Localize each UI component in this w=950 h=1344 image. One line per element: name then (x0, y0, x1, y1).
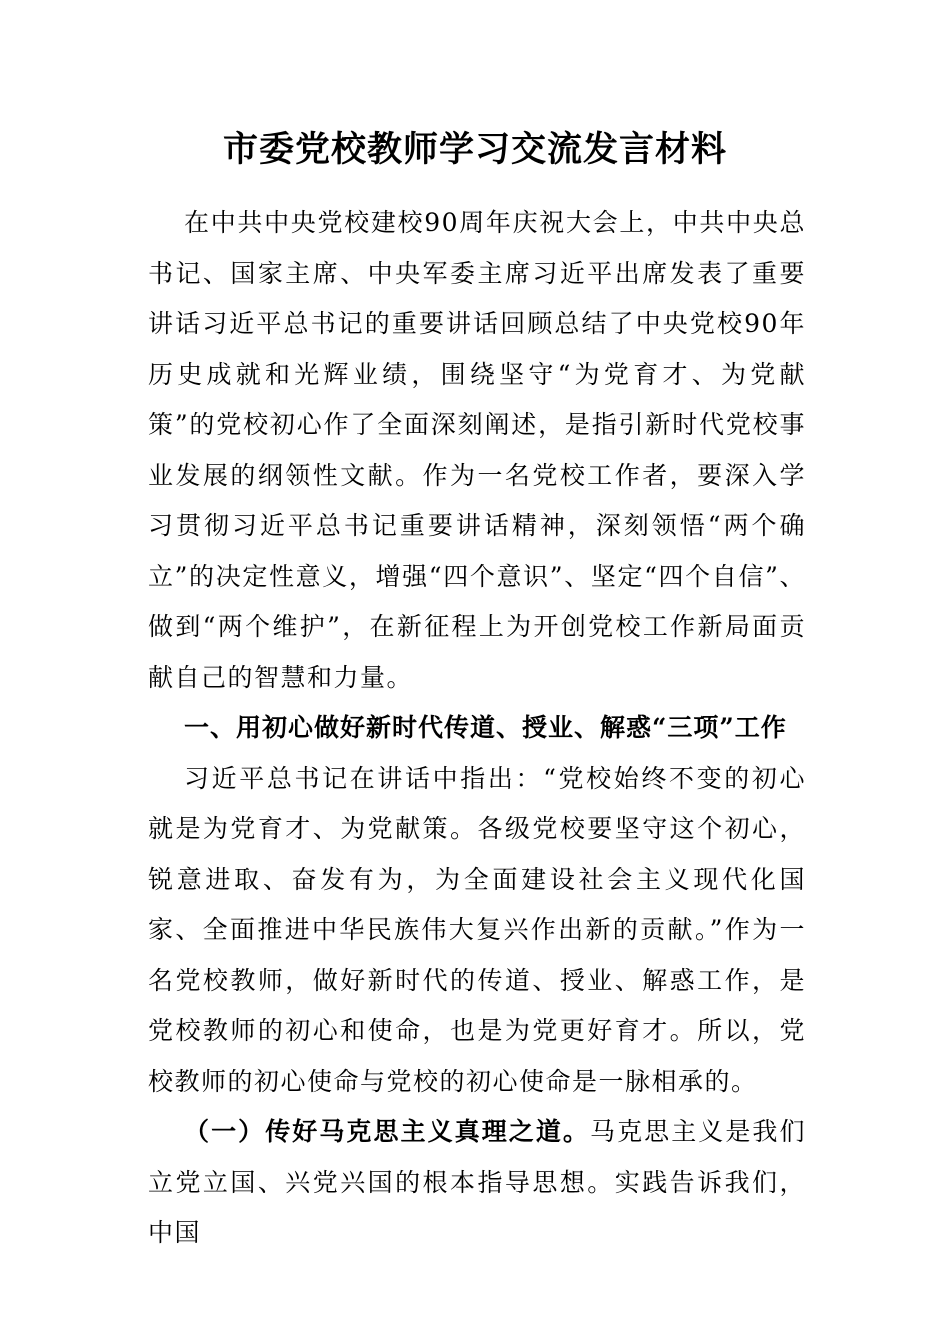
paragraph-intro: 在中共中央党校建校90周年庆祝大会上，中共中央总书记、国家主席、中央军委主席习近平出席发表了重要讲话习近平总书记的重要讲话回顾总结了中央党校90年历史成就和光辉业绩，围绕坚守“为党育才、为党献策”的党校初心作了全面深刻阐述，是指引新时代党校事业发展的纲领性文献。作为一名党校工作者，要深入学习贯彻习近平总书记重要讲话精神，深刻领悟“两个确立”的决定性意义，增强“四个意识”、坚定“四个自信”、做到“两个维护”，在新征程上为开创党校工作新局面贡献自己的智慧和力量。 (148, 208, 806, 692)
paragraph-section-1: 习近平总书记在讲话中指出：“党校始终不变的初心就是为党育才、为党献策。各级党校要坚守这个初心，锐意进取、奋发有为，为全面建设社会主义现代化国家、全面推进中华民族伟大复兴作出新的贡献。”作为一名党校教师，做好新时代的传道、授业、解惑工作，是党校教师的初心和使命，也是为党更好育才。所以，党校教师的初心使命与党校的初心使命是一脉相承的。 (148, 763, 806, 1096)
document-body (148, 198, 806, 1259)
subsection-text: 马克思主义是我们立党立国、兴党兴国的根本指导思想。实践告诉我们，中国 (148, 1117, 806, 1247)
paragraph-subsection-1 (148, 1107, 806, 1259)
subsection-lead: （一）传好马克思主义真理之道。 (184, 1117, 591, 1146)
document-title: 市委党校教师学习交流发言材料 (222, 129, 727, 170)
section-heading-1: 一、用初心做好新时代传道、授业、解惑“三项”工作 (184, 713, 787, 742)
